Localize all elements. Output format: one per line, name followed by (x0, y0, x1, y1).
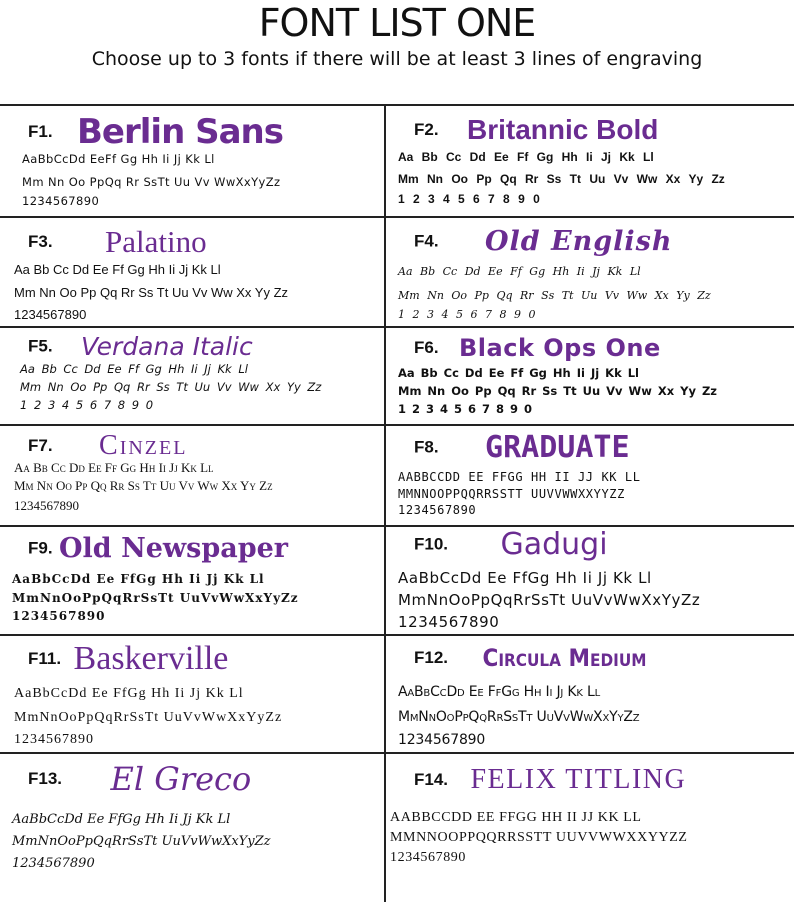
font-name: Palatino (105, 224, 207, 259)
sample-digits: 1234567890 (390, 850, 466, 865)
font-name: Britannic Bold (467, 114, 659, 145)
font-number: F4. (414, 231, 439, 251)
sample-line: Aa Bb Cc Dd Ee Ff Gg Hh Ii Jj Kk Ll (398, 265, 641, 278)
font-option-berlin-sans[interactable] (0, 106, 384, 216)
font-name: Old English (485, 226, 673, 257)
font-number: F14. (414, 770, 449, 789)
font-option-gadugi[interactable] (386, 527, 794, 634)
sample-digits: 1 2 3 4 5 6 7 8 9 0 (398, 308, 536, 321)
sample-line: Aa Bb Cc Dd Ee Ff Gg Hh Ii Jj Kk Ll (398, 150, 654, 164)
sample-line: Aa Bb Cc Dd Ee Ff Gg Hh Ii Jj Kk Ll (14, 460, 214, 475)
sample-digits: 1 2 3 4 5 6 7 8 9 0 (20, 398, 154, 412)
font-name: Verdana Italic (81, 332, 253, 361)
font-name: GRADUATE (485, 430, 630, 465)
font-number: F7. (28, 436, 53, 455)
sample-line: MmNnOoPpQqRrSsTt UuVvWwXxYyZz (12, 591, 299, 605)
sample-line: AABBCCDD EE FFGG HH II JJ KK LL (390, 810, 642, 825)
sample-line: AABBCCDD EE FFGG HH II JJ KK LL (398, 470, 641, 484)
font-option-old-newspaper[interactable] (0, 527, 384, 634)
font-option-black-ops-one[interactable] (386, 328, 794, 424)
sample-line: MmNnOoPpQqRrSsTt UuVvWwXxYyZz (12, 834, 271, 849)
sample-line: Mm Nn Oo Pp Qq Rr Ss Tt Uu Vv Ww Xx Yy Zz (398, 172, 725, 186)
sample-digits: 1234567890 (22, 194, 100, 208)
font-name: Baskerville (73, 640, 229, 677)
sample-line: Aa Bb Cc Dd Ee Ff Gg Hh Ii Jj Kk Ll (20, 362, 248, 376)
font-number: F6. (414, 338, 439, 357)
sample-line: Aa Bb Cc Dd Ee Ff Gg Hh Ii Jj Kk Ll (398, 366, 639, 380)
font-number: F12. (414, 648, 449, 667)
sample-line: AaBbCcDd Ee FfGg Hh Ii Jj Kk Ll (398, 569, 652, 587)
sample-line: Mm Nn Oo PpQq Rr SsTt Uu Vv WwXxYyZz (22, 175, 281, 189)
sample-line: AaBbCcDd Ee FfGg Hh Ii Jj Kk Ll (12, 572, 265, 586)
font-number: F1. (28, 122, 53, 141)
font-name: FELIX TITLING (470, 764, 687, 795)
font-option-felix-titling[interactable] (386, 754, 794, 902)
sample-line: Aa Bb Cc Dd Ee Ff Gg Hh Ii Jj Kk Ll (14, 262, 221, 277)
font-number: F13. (28, 769, 63, 788)
font-number: F11. (28, 649, 62, 668)
sample-digits: 1234567890 (398, 613, 500, 631)
font-number: F8. (414, 437, 439, 457)
sample-digits: 1234567890 (398, 503, 477, 517)
font-name: Black Ops One (459, 334, 661, 362)
font-number: F2. (414, 120, 439, 139)
sample-line: MmNnOoPpQqRrSsTt UuVvWwXxYyZz (398, 709, 640, 725)
font-number: F9. (28, 538, 53, 558)
sample-digits: 1234567890 (14, 732, 94, 747)
sample-digits: 1234567890 (14, 307, 87, 322)
font-option-graduate[interactable] (386, 426, 794, 525)
font-option-palatino[interactable] (0, 218, 384, 326)
sample-line: AaBbCcDd Ee FfGg Hh Ii Jj Kk Ll (14, 686, 244, 701)
font-name: Old Newspaper (59, 533, 289, 564)
font-option-britannic-bold[interactable] (386, 106, 794, 216)
sample-line: MMNNOOPPQQRRSSTT UUVVWWXXYYZZ (398, 487, 625, 501)
sample-digits: 1234567890 (398, 732, 486, 748)
sample-line: AaBbCcDd Ee FfGg Hh Ii Jj Kk Ll (398, 684, 600, 700)
sample-line: MmNnOoPpQqRrSsTt UuVvWwXxYyZz (14, 710, 283, 725)
font-name: Cinzel (99, 430, 188, 461)
font-name: Berlin Sans (77, 112, 283, 152)
sample-digits: 1 2 3 4 5 6 7 8 9 0 (398, 402, 533, 416)
font-option-baskerville[interactable] (0, 636, 384, 752)
font-name: El Greco (110, 760, 252, 798)
font-number: F10. (414, 534, 449, 554)
font-option-verdana-italic[interactable] (0, 328, 384, 424)
font-number: F5. (28, 336, 53, 356)
sample-line: Mm Nn Oo Pp Qq Rr Ss Tt Uu Vv Ww Xx Yy Zz (14, 285, 289, 300)
font-option-el-greco[interactable] (0, 754, 384, 902)
sample-line: AaBbCcDd EeFf Gg Hh Ii Jj Kk Ll (22, 152, 215, 166)
font-name: Circula Medium (482, 644, 647, 672)
sample-digits: 1234567890 (14, 498, 79, 513)
sample-line: AaBbCcDd Ee FfGg Hh Ii Jj Kk Ll (12, 812, 231, 827)
sample-line: Mm Nn Oo Pp Qq Rr Ss Tt Uu Vv Ww Xx Yy Zz (398, 289, 711, 302)
page-subtitle: Choose up to 3 fonts if there will be at least 3 lines of engraving (91, 48, 703, 70)
font-option-cinzel[interactable] (0, 426, 384, 525)
font-number: F3. (28, 232, 53, 251)
font-option-old-english[interactable] (386, 218, 794, 326)
page-title: FONT LIST ONE (258, 1, 536, 45)
sample-line: Mm Nn Oo Pp Qq Rr Ss Tt Uu Vv Ww Xx Yy Zz (398, 384, 717, 398)
font-grid (0, 104, 794, 902)
sample-line: MMNNOOPPQQRRSSTT UUVVWWXXYYZZ (390, 830, 688, 845)
sample-line: Mm Nn Oo Pp Qq Rr Ss Tt Uu Vv Ww Xx Yy Zz (14, 478, 273, 493)
sample-line: MmNnOoPpQqRrSsTt UuVvWwXxYyZz (398, 591, 701, 609)
sample-digits: 1234567890 (12, 856, 95, 871)
font-option-circula-medium[interactable] (386, 636, 794, 752)
sample-line: Mm Nn Oo Pp Qq Rr Ss Tt Uu Vv Ww Xx Yy Zz (20, 380, 322, 394)
sample-digits: 1 2 3 4 5 6 7 8 9 0 (398, 192, 540, 206)
font-name: Gadugi (500, 527, 608, 562)
sample-digits: 1234567890 (12, 609, 106, 623)
